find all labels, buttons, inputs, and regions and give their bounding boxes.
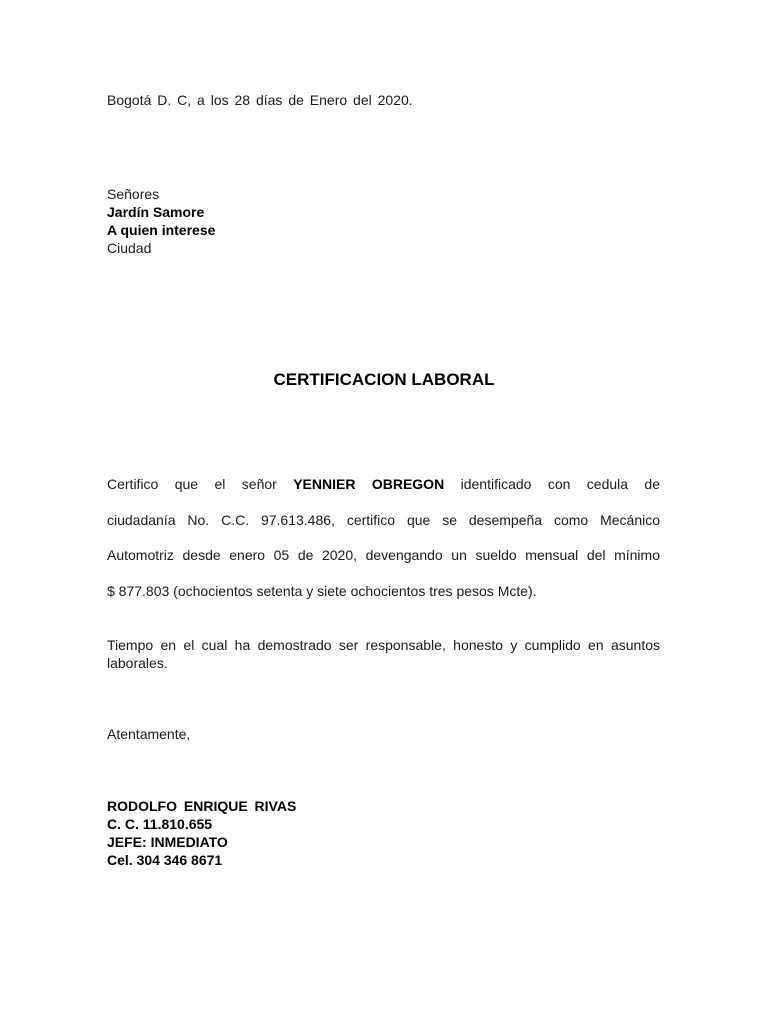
recipient: A quien interese	[107, 222, 216, 238]
signer-id: C. C. 11.810.655	[107, 816, 213, 832]
paragraph-2	[107, 636, 660, 672]
paragraph-1-line-4: $ 877.803 (ochocientos setenta y siete ochocientos tres pesos Mcte).	[107, 583, 537, 599]
employee-name: YENNIER OBREGON	[293, 476, 445, 492]
salutation: Señores	[107, 186, 160, 202]
paragraph-2-line-2: laborales.	[107, 655, 168, 671]
signer-phone: Cel. 304 346 8671	[107, 852, 223, 868]
document-title: CERTIFICACION LABORAL	[273, 370, 495, 389]
paragraph-1-line-1	[107, 476, 660, 492]
paragraph-1-line-3: Automotriz desde enero 05 de 2020, devengando un sueldo mensual del mínimo	[107, 547, 660, 563]
paragraph-2-line-1: Tiempo en el cual ha demostrado ser responsable, honesto y cumplido en asuntos	[107, 637, 660, 653]
p1-text-a: Certifico que el señor	[107, 476, 277, 492]
signer-role: JEFE: INMEDIATO	[107, 834, 228, 850]
p1-text-b: identificado con cedula de	[460, 476, 661, 492]
signature-block	[107, 797, 296, 869]
date-line: Bogotá D. C, a los 28 días de Enero del 2020.	[107, 92, 413, 108]
closing: Atentamente,	[107, 726, 191, 742]
addressee-block	[107, 185, 215, 257]
paragraph-1-line-2: ciudadanía No. C.C. 97.613.486, certifico que se desempeña como Mecánico	[107, 512, 660, 528]
signer-name: RODOLFO ENRIQUE RIVAS	[107, 798, 297, 814]
city: Ciudad	[107, 240, 152, 256]
company-name: Jardín Samore	[107, 204, 205, 220]
